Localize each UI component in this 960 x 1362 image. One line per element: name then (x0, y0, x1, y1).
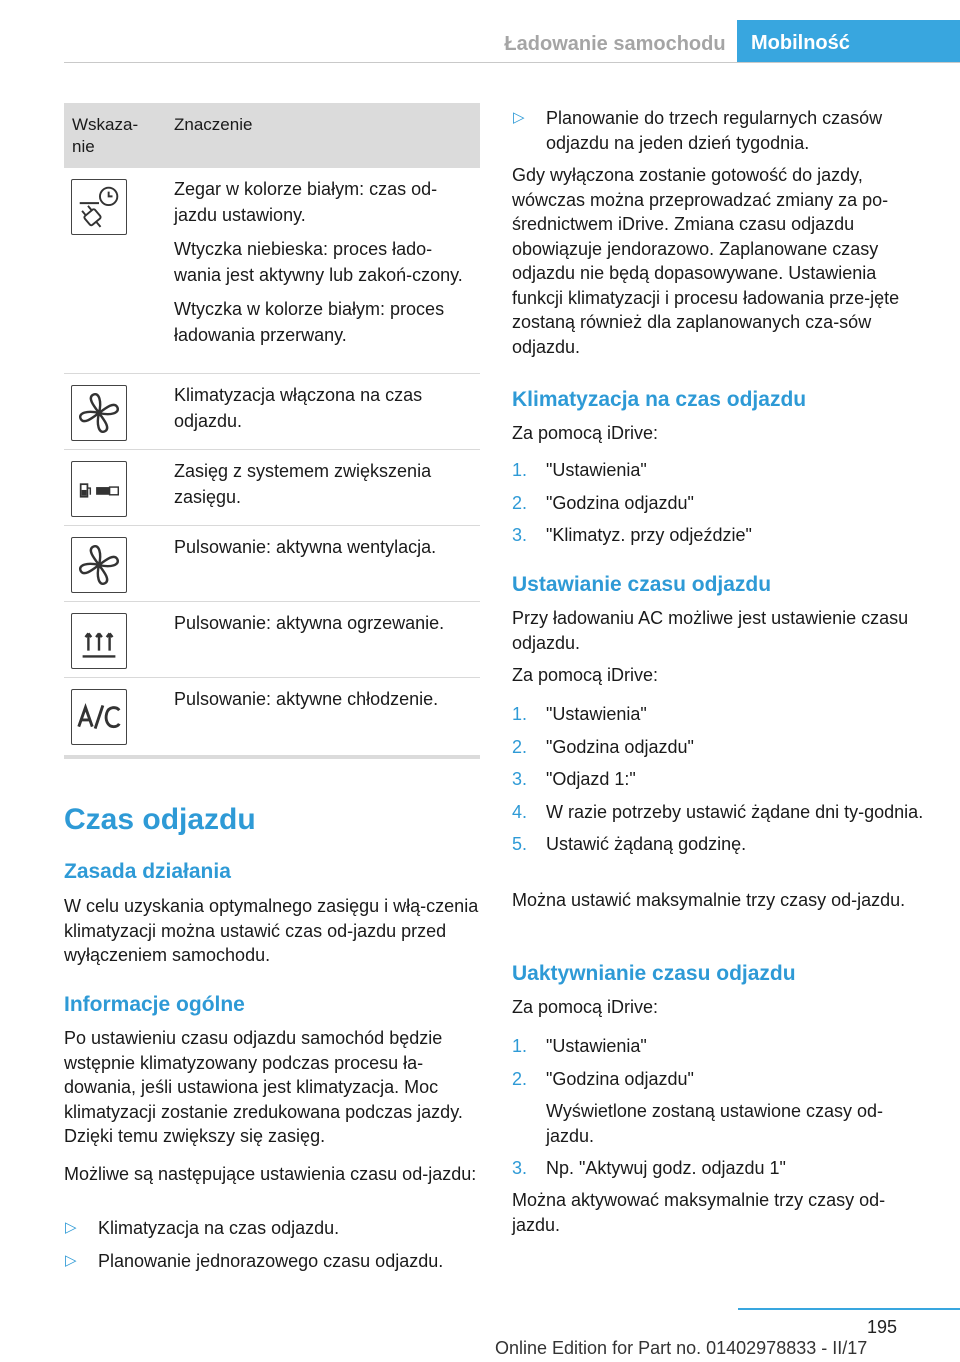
list-item: 3. "Odjazd 1:" (512, 769, 636, 789)
table-cell-text: Wtyczka niebieska: proces łado-wania jest aktywny lub zakoń-czony. (174, 239, 463, 285)
table-cell-text: Pulsowanie: aktywna wentylacja. (174, 537, 437, 557)
range-extender-icon (71, 461, 127, 517)
paragraph-principle: W celu uzyskania optymalnego zasięgu i włą-czenia klimatyzacji można ustawić czas od-jazdu przed wyłączeniem samochodu. (64, 896, 479, 965)
list-item: ▷ Planowanie jednorazowego czasu odjazdu. (64, 1249, 484, 1274)
subheading-set-departure: Ustawianie czasu odjazdu (512, 573, 772, 596)
steps-climate (512, 458, 924, 556)
footer-rule (738, 1308, 960, 1310)
paragraph-ac-charging: Przy ładowaniu AC możliwe jest ustawienie czasu odjazdu. (512, 608, 909, 653)
steps-activate (512, 1034, 924, 1189)
paragraph-general-info: Po ustawieniu czasu odjazdu samochód będzie wstępnie klimatyzowany podczas procesu ła-dowania, jeśli ustawiona jest klimatyzacja. Moc klimatyzacji zostanie zredukowana podczas jazdy. Dzięki temu zwiększy się zasięg. (64, 1028, 463, 1146)
bullet-triangle-icon: ▷ (65, 1251, 77, 1269)
paragraph-options: Możliwe są następujące ustawienia czasu od-jazdu: (64, 1164, 477, 1184)
bullet-triangle-icon: ▷ (65, 1219, 77, 1236)
table-cell-text: Pulsowanie: aktywna ogrzewanie. (174, 613, 445, 633)
list-item: 2. "Godzina odjazdu" Wyświetlone zostaną ustawione czasy od-jazdu. (512, 1067, 924, 1149)
paragraph-max-set: Można ustawić maksymalnie trzy czasy od-jazdu. (512, 890, 906, 910)
subheading-activate-departure: Uaktywnianie czasu odjazdu (512, 962, 796, 985)
list-item: 5. Ustawić żądaną godzinę. (512, 834, 747, 854)
list-item: 3. "Klimatyz. przy odjeździe" (512, 525, 752, 545)
list-item: ▷ Planowanie do trzech regularnych czasów odjazdu na jeden dzień tygodnia. (513, 108, 883, 153)
subheading-climate: Klimatyzacja na czas odjazdu (512, 388, 807, 411)
column-header-indicator (64, 103, 164, 168)
paragraph-readiness: Gdy wyłączona zostanie gotowość do jazdy, wówczas można przeprowadzać zmiany za po-średnictwem iDrive. Zmiana czasu odjazdu obowiązuje jendorazowo. Zaplanowane czasy odjazdu nie będą dopasowywane. Ustawienia funkcji klimatyzacji i procesu ładowania prze-jęte zostaną również dla zaplanowanych cza-sów odjazdu. (512, 165, 900, 357)
list-item: ▷ Klimatyzacja na czas odjazdu. (64, 1216, 484, 1241)
clock-plug-icon (71, 179, 127, 235)
list-item: 1. "Ustawienia" (512, 1036, 647, 1056)
options-list (64, 1216, 484, 1281)
table-row (64, 678, 480, 756)
section-title: Czas odjazdu (64, 803, 256, 836)
header-rule (64, 62, 960, 63)
running-header-section: Ładowanie samochodu (504, 33, 726, 55)
paragraph-idrive: Za pomocą iDrive: (512, 423, 659, 443)
fan-icon (71, 385, 127, 441)
table-row (64, 168, 480, 374)
subheading-general-info: Informacje ogólne (64, 993, 245, 1016)
column-header-indicator-text: Wskaza- nie (72, 115, 139, 156)
list-item: 4. W razie potrzeby ustawić żądane dni ty-godnia. (512, 801, 924, 822)
indicator-table (64, 103, 480, 756)
table-row (64, 450, 480, 526)
list-item: 2. "Godzina odjazdu" (512, 736, 694, 757)
table-cell-text: Wtyczka w kolorze białym: proces ładowania przerwany. (174, 299, 445, 345)
chapter-tab: Mobilność (737, 20, 960, 62)
paragraph-idrive: Za pomocą iDrive: (512, 665, 659, 685)
page-number: 195 (866, 1317, 897, 1337)
list-item: 2. "Godzina odjazdu" (512, 492, 694, 513)
table-header-row (64, 103, 480, 168)
edition-footer: Online Edition for Part no. 01402978833 - II/17 (495, 1338, 868, 1358)
subheading-principle: Zasada działania (64, 860, 231, 883)
fan-icon (71, 537, 127, 593)
table-bottom-rule (64, 755, 480, 759)
table-cell-text: Klimatyzacja włączona na czas odjazdu. (174, 385, 423, 431)
table-cell-text: Zegar w kolorze białym: czas od-jazdu ustawiony. (174, 179, 438, 225)
heating-icon (71, 613, 127, 669)
ac-icon (71, 689, 127, 745)
table-row (64, 374, 480, 450)
list-item: 3. Np. "Aktywuj godz. odjazdu 1" (512, 1158, 786, 1178)
list-item: 1. "Ustawienia" (512, 704, 647, 724)
table-row (64, 602, 480, 678)
list-item-note: Wyświetlone zostaną ustawione czasy od-jazdu. (546, 1101, 883, 1146)
bullet-triangle-icon: ▷ (513, 109, 525, 126)
steps-set-departure (512, 702, 924, 865)
options-list-continued (512, 106, 924, 163)
column-header-meaning: Znaczenie (174, 115, 253, 134)
list-item: 1. "Ustawienia" (512, 460, 647, 480)
table-cell-text: Zasięg z systemem zwiększenia zasięgu. (174, 461, 432, 507)
table-row (64, 526, 480, 602)
paragraph-max-activate: Można aktywować maksymalnie trzy czasy od-jazdu. (512, 1190, 886, 1235)
table-cell-text: Pulsowanie: aktywne chłodzenie. (174, 689, 439, 709)
paragraph-idrive: Za pomocą iDrive: (512, 997, 659, 1017)
